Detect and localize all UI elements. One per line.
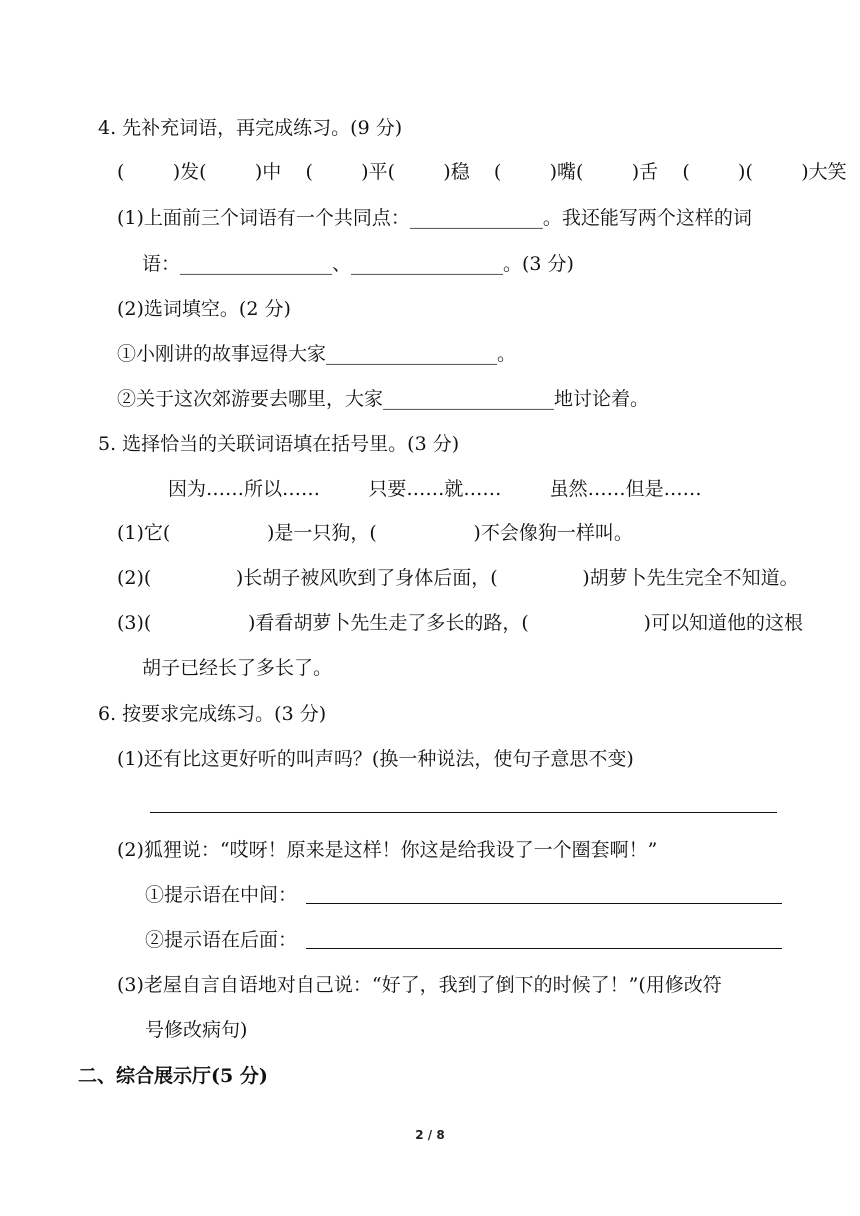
q4-part2-heading: (2)选词填空。(2 分) (117, 298, 291, 320)
q6-item3-line1: (3)老屋自言自语地对自己说：“好了，我到了倒下的时候了！”(用修改符 (117, 974, 722, 996)
q4-word-blanks: ( )发( )中 ( )平( )稳 ( )嘴( )舌 ( )( )大笑 (117, 161, 847, 183)
q6-item1-answer-line[interactable] (150, 812, 777, 813)
q5-item2: (2)( )长胡子被风吹到了身体后面，( )胡萝卜先生完全不知道。 (117, 567, 799, 589)
q6-item2-b-label: ②提示语在后面： (145, 929, 298, 951)
q6-item2: (2)狐狸说：“哎呀！原来是这样！你这是给我设了一个圈套啊！” (117, 839, 658, 861)
q5-heading: 5. 选择恰当的关联词语填在括号里。(3 分) (98, 433, 460, 455)
q6-heading: 6. 按要求完成练习。(3 分) (98, 703, 327, 725)
q4-part2-item2: ②关于这次郊游要去哪里，大家__________________地讨论着。 (117, 388, 650, 410)
q6-item2-a-answer-line[interactable] (306, 903, 782, 904)
q6-item1: (1)还有比这更好听的叫声吗？(换一种说法，使句子意思不变) (117, 748, 634, 770)
q5-item3-line2: 胡子已经长了多长了。 (142, 657, 333, 679)
q5-item3-line1: (3)( )看看胡萝卜先生走了多长的路，( )可以知道他的这根 (117, 612, 803, 634)
q6-item2-a-label: ①提示语在中间： (145, 884, 298, 906)
q6-item3-line2: 号修改病句) (145, 1019, 248, 1041)
q4-heading: 4. 先补充词语，再完成练习。(9 分) (98, 117, 403, 139)
page-number: 2 / 8 (415, 1128, 445, 1142)
section-2-heading: 二、综合展示厅(5 分) (78, 1065, 268, 1087)
q5-item1: (1)它( )是一只狗，( )不会像狗一样叫。 (117, 522, 633, 544)
q6-item2-b-answer-line[interactable] (306, 948, 782, 949)
q4-part2-item1: ①小刚讲的故事逗得大家__________________。 (117, 343, 517, 365)
q5-options: 因为……所以…… 只要……就…… 虽然……但是…… (168, 478, 702, 500)
q4-part1-line1: (1)上面前三个词语有一个共同点：______________。我还能写两个这样的词 (117, 207, 752, 229)
q4-part1-line2: 语：________________、________________。(3 分) (142, 253, 574, 275)
